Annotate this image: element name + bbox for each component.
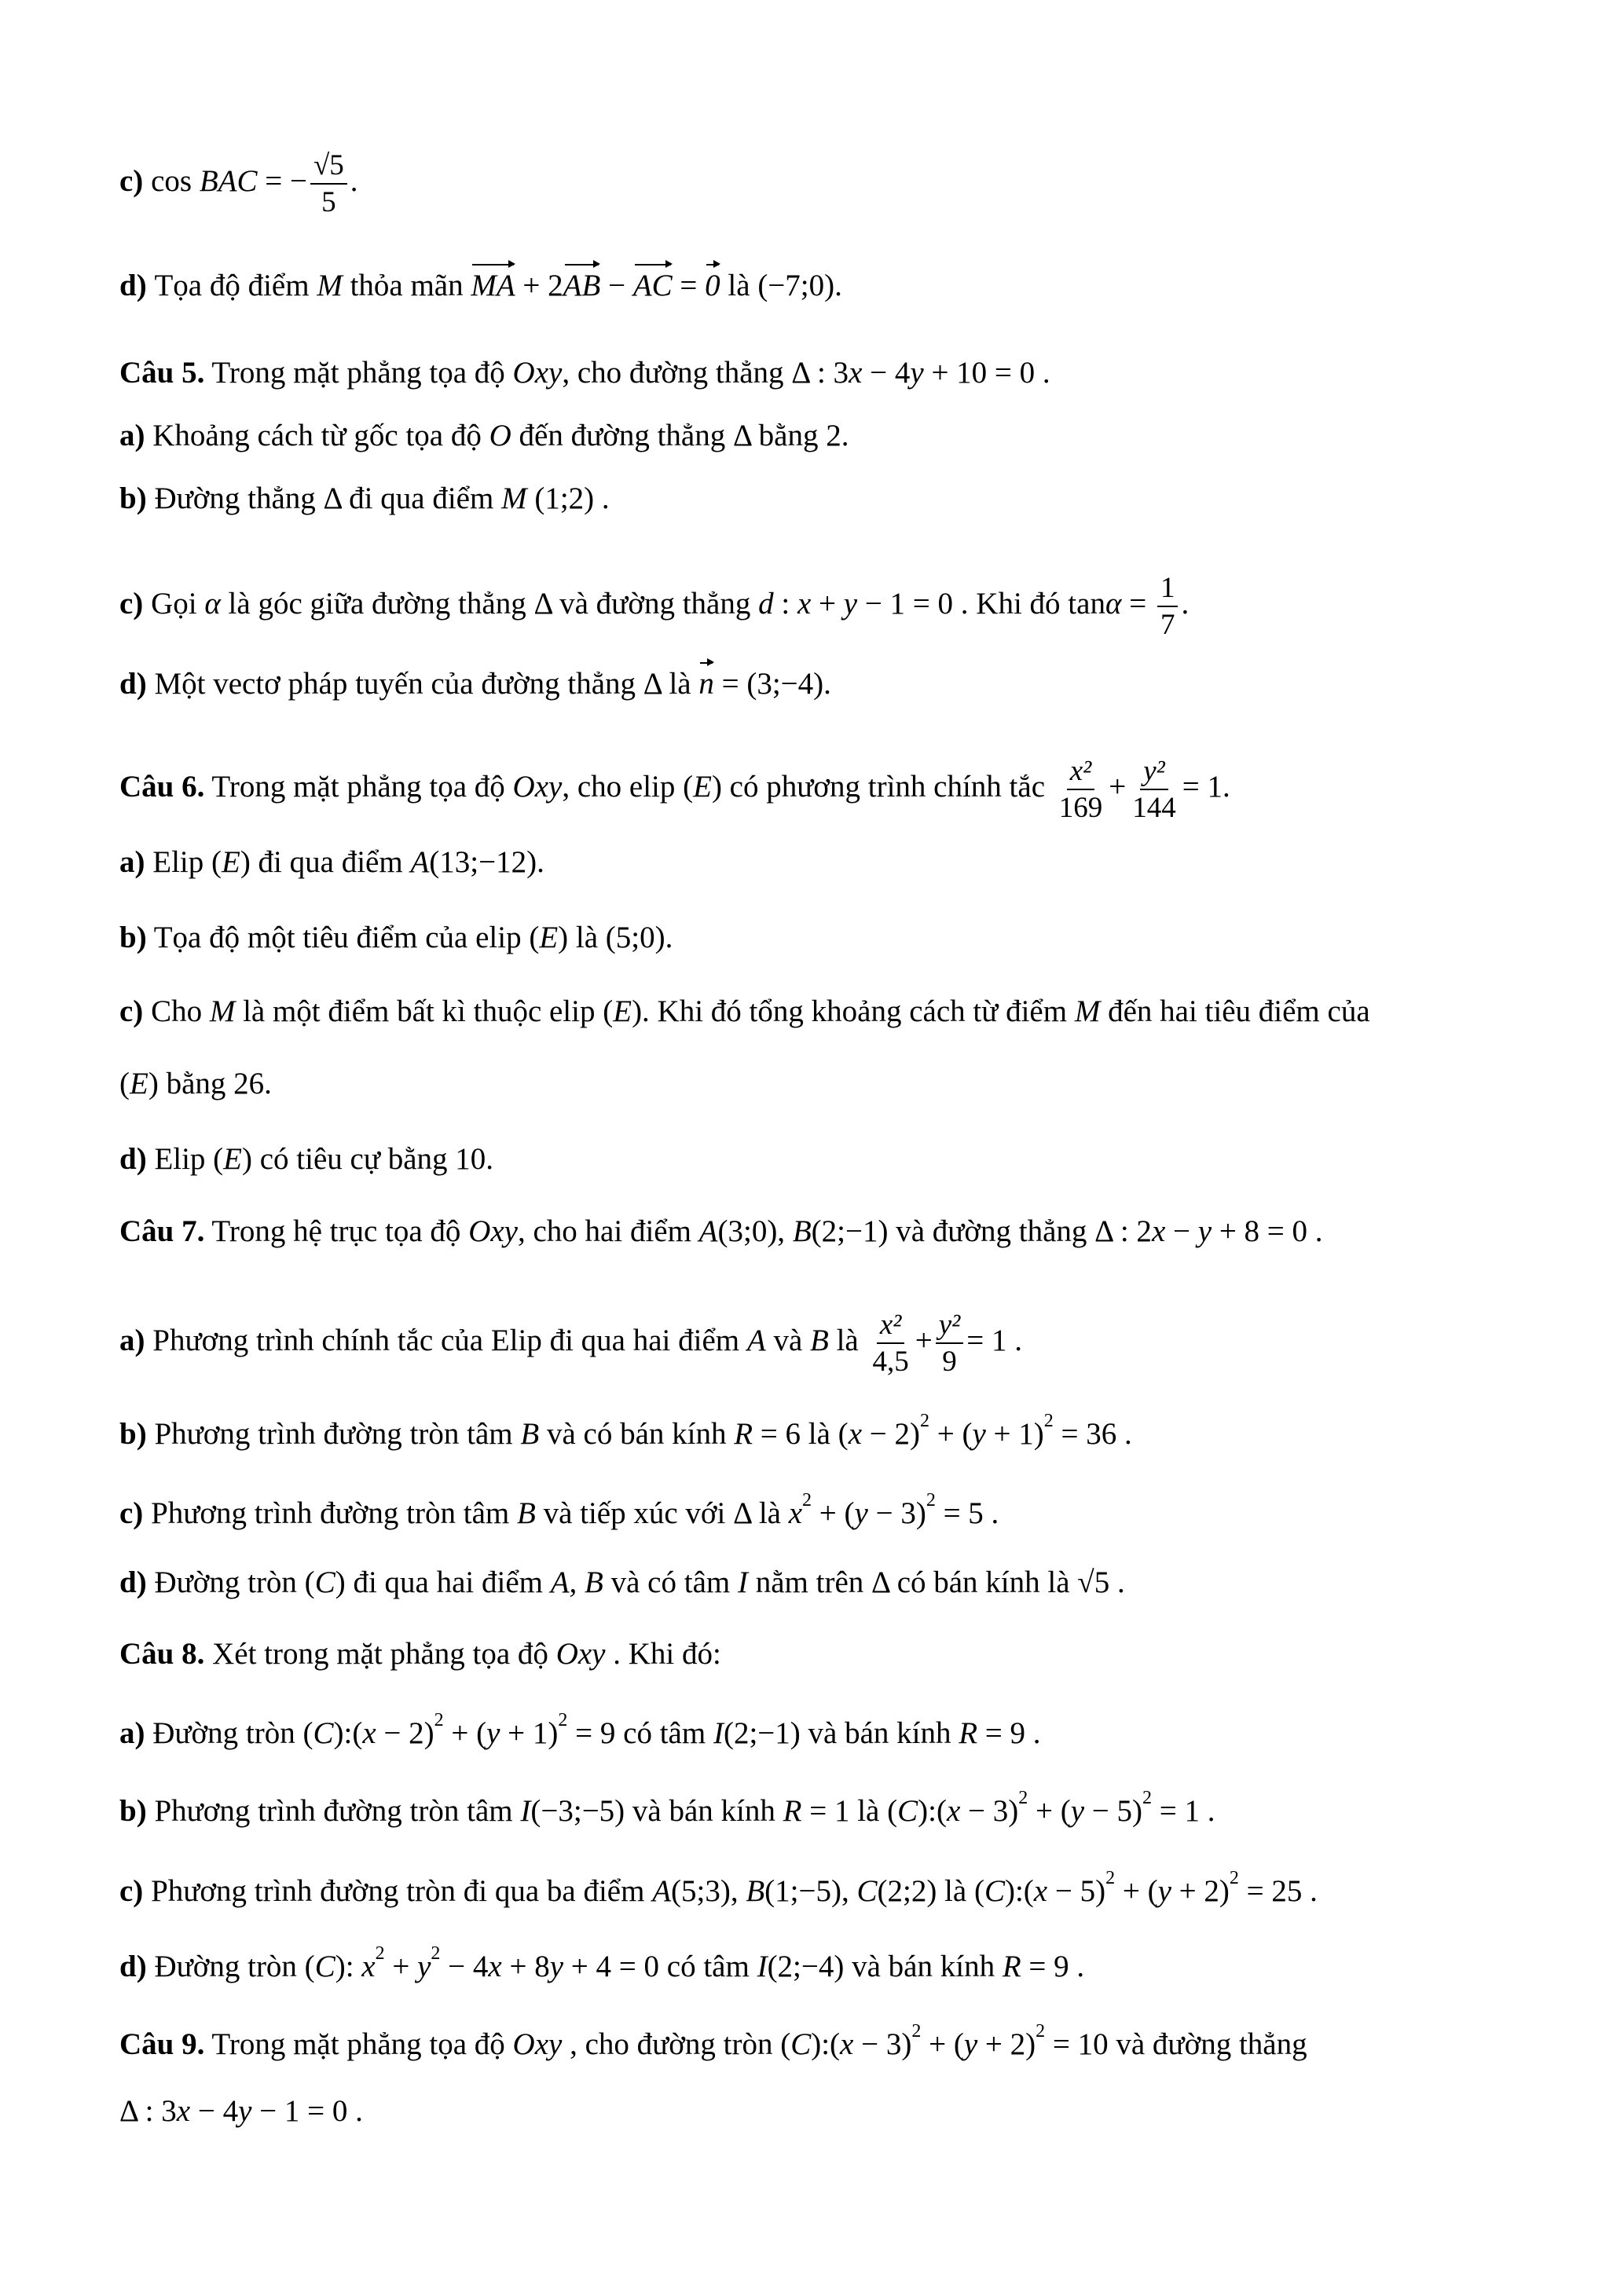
text-line: [119, 267, 842, 301]
fraction: [1129, 756, 1179, 822]
text: = 1 là (: [801, 1794, 898, 1828]
math-symbol: x: [788, 1496, 803, 1530]
math-symbol: y: [972, 1417, 986, 1451]
math-symbol: y: [854, 1496, 868, 1530]
text: = 10 và đường thẳng: [1045, 2027, 1307, 2061]
numerator: y²: [936, 1310, 964, 1344]
text: − 3): [960, 1794, 1019, 1828]
numerator: x²: [1067, 756, 1095, 790]
text: đến đường thẳng Δ bằng 2.: [511, 419, 849, 452]
text: + 10 = 0 .: [923, 356, 1050, 390]
text: ) có tiêu cự bằng 10.: [242, 1142, 494, 1176]
math-symbol: y: [417, 1950, 431, 1983]
text: là (−7;0).: [720, 269, 842, 302]
superscript: 2: [434, 1710, 444, 1730]
text: Khoảng cách từ gốc tọa độ: [145, 419, 489, 452]
text-line: [119, 2096, 363, 2126]
math-symbol: Oxy: [512, 2027, 563, 2061]
item-label: a): [119, 845, 145, 879]
math-symbol: y: [238, 2094, 252, 2128]
math-symbol: BAC: [199, 163, 258, 198]
text: + 4 = 0 có tâm: [563, 1950, 757, 1983]
math-symbol: y: [486, 1716, 500, 1750]
item-label: Câu 7.: [119, 1214, 205, 1248]
text: = 5 .: [935, 1496, 999, 1530]
math-symbol: M: [501, 482, 527, 515]
math-symbol: E: [539, 921, 559, 954]
vector: AB: [563, 269, 601, 302]
text-line: [119, 151, 358, 217]
math-symbol: B: [517, 1496, 536, 1530]
math-symbol: x: [840, 2027, 854, 2061]
math-symbol: Oxy: [468, 1214, 518, 1248]
math-symbol: E: [130, 1067, 148, 1100]
text: (2;−1) và bán kính: [723, 1716, 959, 1750]
math-symbol: C: [314, 1950, 335, 1983]
math-symbol: A, B: [550, 1565, 603, 1599]
text: nằm trên Δ có bán kính là √5 .: [747, 1565, 1125, 1599]
math-symbol: C: [984, 1874, 1005, 1908]
text: + 8 = 0 .: [1212, 1214, 1323, 1248]
vector: AC: [632, 269, 673, 302]
text: Elip (: [145, 845, 222, 879]
math-symbol: α: [204, 586, 221, 621]
text: − 2): [376, 1716, 434, 1750]
text: − 2): [862, 1417, 920, 1451]
denominator: 144: [1132, 792, 1176, 824]
math-symbol: A: [746, 1323, 766, 1357]
text: + (: [443, 1716, 487, 1750]
text: ):(: [918, 1794, 947, 1828]
text: = 9 .: [977, 1716, 1041, 1750]
superscript: 2: [431, 1943, 441, 1964]
text: là góc giữa đường thẳng Δ và đường thẳng: [220, 586, 759, 621]
text: .: [350, 163, 358, 198]
text: và có bán kính: [539, 1417, 735, 1451]
text: :: [773, 586, 797, 621]
math-symbol: x: [797, 586, 812, 621]
fraction: [936, 1310, 964, 1376]
numerator: x²: [877, 1310, 905, 1344]
fraction: [310, 151, 347, 217]
text: (2;2) là (: [877, 1874, 984, 1908]
text: ) có phương trình chính tắc: [711, 769, 1053, 804]
text: − 5): [1084, 1794, 1143, 1828]
text: Δ : 3: [119, 2094, 177, 2128]
math-symbol: C: [856, 1874, 878, 1908]
text: = (3;−4).: [713, 667, 831, 701]
item-label: Câu 6.: [119, 769, 205, 804]
text-line: [119, 996, 1370, 1027]
text: = 25 .: [1238, 1874, 1318, 1908]
text: (5;3),: [671, 1874, 746, 1908]
text: Phương trình đường tròn tâm: [146, 1794, 521, 1828]
math-symbol: x: [1033, 1874, 1048, 1908]
superscript: 2: [1229, 1868, 1239, 1888]
text: Xét trong mặt phẳng tọa độ: [204, 1637, 556, 1671]
math-symbol: d: [758, 586, 774, 621]
item-label: Câu 9.: [119, 2027, 205, 2061]
numerator: √5: [310, 151, 347, 185]
text: = 1 .: [966, 1323, 1022, 1357]
item-label: d): [119, 667, 147, 701]
denominator: 169: [1058, 792, 1103, 824]
item-label: Câu 5.: [119, 356, 205, 390]
fraction: [1056, 756, 1106, 822]
text-line: [119, 2022, 1307, 2060]
text: = 1 .: [1152, 1794, 1215, 1828]
text: Đường tròn (: [146, 1950, 315, 1983]
text-line: [119, 1944, 1084, 1982]
denominator: 4,5: [872, 1346, 909, 1378]
math-symbol: A: [410, 845, 430, 879]
text: Tọa độ điểm: [154, 269, 317, 302]
math-symbol: Oxy: [512, 769, 563, 804]
item-label: d): [119, 1142, 147, 1176]
text: (1;−5),: [764, 1874, 857, 1908]
text: (−3;−5) và bán kính: [530, 1794, 783, 1828]
item-label: b): [119, 1794, 147, 1828]
text: Trong hệ trục tọa độ: [204, 1214, 469, 1248]
text: − 4: [190, 2094, 239, 2128]
text: =: [1121, 586, 1154, 621]
item-label: c): [119, 1496, 144, 1530]
text: Đường tròn (: [146, 1565, 315, 1599]
text: = 6 là (: [753, 1417, 849, 1451]
item-label: a): [119, 1716, 145, 1750]
text: Phương trình đường tròn tâm: [143, 1496, 517, 1530]
math-symbol: B: [746, 1874, 765, 1908]
text: Trong mặt phẳng tọa độ: [204, 769, 513, 804]
text: Tọa độ một tiêu điểm của elip (: [146, 921, 540, 954]
text: ):(: [333, 1716, 363, 1750]
item-label: b): [119, 1417, 147, 1451]
superscript: 2: [911, 2021, 922, 2041]
text: − 5): [1047, 1874, 1106, 1908]
math-symbol: C: [313, 1716, 334, 1750]
math-symbol: R: [1002, 1950, 1021, 1983]
text: Cho: [143, 994, 210, 1028]
math-symbol: A: [652, 1874, 672, 1908]
text: (: [119, 1067, 130, 1100]
text: , cho đường thẳng Δ : 3: [562, 356, 849, 390]
text: là: [828, 1323, 867, 1357]
text: .: [1181, 586, 1190, 621]
math-symbol: y: [963, 2027, 978, 2061]
math-symbol: R: [734, 1417, 753, 1451]
text: + 2): [977, 2027, 1036, 2061]
math-symbol: B: [810, 1323, 829, 1357]
text: + (: [921, 2027, 964, 2061]
text: và: [765, 1323, 810, 1357]
text-line: [119, 1412, 1132, 1449]
fraction: [1157, 573, 1179, 639]
text: Elip (: [146, 1142, 224, 1176]
superscript: 2: [1142, 1788, 1153, 1808]
text-line: [119, 1639, 721, 1669]
text-line: [119, 1869, 1318, 1906]
numerator: y²: [1140, 756, 1168, 790]
math-symbol: I: [737, 1565, 748, 1599]
text: ):(: [1004, 1874, 1034, 1908]
text: − 1 = 0 . Khi đó tan: [857, 586, 1105, 621]
text-line: [119, 1216, 1323, 1247]
text-line: [119, 1068, 272, 1099]
text: = −: [257, 163, 307, 198]
text: Trong mặt phẳng tọa độ: [204, 356, 513, 390]
denominator: 5: [321, 186, 336, 218]
text: ) là (5;0).: [558, 921, 673, 954]
text: + 1): [500, 1716, 559, 1750]
text: ) đi qua hai điểm: [335, 1565, 551, 1599]
text: Phương trình chính tắc của Elip đi qua hai điểm: [145, 1323, 747, 1357]
text: + (: [929, 1417, 973, 1451]
item-label: c): [119, 994, 144, 1028]
text: − 3): [853, 2027, 912, 2061]
text: và có tâm: [603, 1565, 738, 1599]
superscript: 2: [1036, 2021, 1046, 2041]
text: + (: [1115, 1874, 1158, 1908]
superscript: 2: [375, 1943, 385, 1964]
text: Một vectơ pháp tuyến của đường thẳng Δ là: [146, 667, 699, 701]
text: Phương trình đường tròn tâm: [146, 1417, 521, 1451]
text: − 4: [862, 356, 911, 390]
text-line: [119, 1789, 1215, 1826]
superscript: 2: [1105, 1868, 1116, 1888]
text: Gọi: [143, 586, 205, 621]
math-symbol: A: [698, 1214, 718, 1248]
text: ). Khi đó tổng khoảng cách từ điểm: [632, 994, 1075, 1028]
math-symbol: α: [1105, 586, 1122, 621]
math-symbol: x: [361, 1950, 376, 1983]
math-symbol: B: [792, 1214, 812, 1248]
math-symbol: x: [849, 356, 863, 390]
math-symbol: y: [1197, 1214, 1212, 1248]
math-symbol: y: [549, 1950, 564, 1983]
text: là một điểm bất kì thuộc elip (: [235, 994, 614, 1028]
math-symbol: E: [223, 1142, 242, 1176]
math-symbol: Oxy: [512, 356, 563, 390]
math-symbol: x: [848, 1417, 862, 1451]
text: , cho elip (: [562, 769, 694, 804]
numerator: 1: [1157, 573, 1179, 607]
text: + 2): [1171, 1874, 1230, 1908]
text: (13;−12).: [429, 845, 544, 879]
text: , cho hai điểm: [517, 1214, 699, 1248]
text-line: [119, 1711, 1041, 1749]
math-symbol: x: [176, 2094, 191, 2128]
text: Trong mặt phẳng tọa độ: [204, 2027, 513, 2061]
math-symbol: M: [317, 269, 343, 302]
superscript: 2: [558, 1710, 568, 1730]
math-symbol: x: [362, 1716, 376, 1750]
text: =: [672, 269, 706, 302]
text: + (: [1028, 1794, 1071, 1828]
text: + 8: [501, 1950, 550, 1983]
math-symbol: x: [488, 1950, 502, 1983]
text: − 4: [440, 1950, 489, 1983]
text: − 3): [867, 1496, 926, 1530]
math-symbol: C: [897, 1794, 918, 1828]
math-symbol: C: [790, 2027, 812, 2061]
item-label: c): [119, 1874, 144, 1908]
math-symbol: E: [613, 994, 632, 1028]
math-symbol: Oxy: [555, 1637, 606, 1671]
text-line: [119, 1310, 1022, 1376]
math-symbol: I: [520, 1794, 531, 1828]
text: (2;−4) và bán kính: [767, 1950, 1003, 1983]
text: đến hai tiêu điểm của: [1100, 994, 1370, 1028]
text: = 36 .: [1053, 1417, 1132, 1451]
text-line: [119, 483, 610, 514]
text: cos: [151, 163, 200, 198]
fraction: [869, 1310, 911, 1376]
superscript: 2: [926, 1490, 936, 1511]
text: − 1 = 0 .: [251, 2094, 363, 2128]
text: + (: [812, 1496, 855, 1530]
math-symbol: M: [1074, 994, 1101, 1028]
text: Đường tròn (: [145, 1716, 313, 1750]
text: (1;2) .: [526, 482, 610, 515]
text: , cho đường tròn (: [562, 2027, 791, 2061]
math-symbol: R: [959, 1716, 978, 1750]
text: và tiếp xúc với Δ là: [535, 1496, 789, 1530]
item-label: d): [119, 1950, 147, 1983]
superscript: 2: [802, 1490, 812, 1511]
math-symbol: y: [1070, 1794, 1085, 1828]
text-line: [119, 756, 1230, 822]
text: Đường thẳng Δ đi qua điểm: [146, 482, 502, 515]
text-line: [119, 1491, 999, 1529]
math-symbol: x: [946, 1794, 961, 1828]
text-line: [119, 847, 544, 877]
text: ):(: [811, 2027, 841, 2061]
math-symbol: x: [1151, 1214, 1166, 1248]
vector: n: [698, 667, 714, 701]
math-symbol: R: [783, 1794, 802, 1828]
text: = 1.: [1182, 769, 1230, 804]
text: + 2: [515, 269, 563, 302]
text: +: [811, 586, 844, 621]
text: = 9 .: [1021, 1950, 1085, 1983]
text: +: [1109, 769, 1127, 804]
text: (2;−1) và đường thẳng Δ : 2: [811, 1214, 1152, 1248]
text-line: [119, 573, 1189, 639]
item-label: b): [119, 921, 147, 954]
math-symbol: y: [843, 586, 858, 621]
math-symbol: E: [221, 845, 240, 879]
vector: MA: [471, 269, 515, 302]
superscript: 2: [1043, 1411, 1054, 1431]
item-label: c): [119, 586, 144, 621]
item-label: c): [119, 163, 152, 198]
text: = 9 có tâm: [567, 1716, 713, 1750]
math-symbol: E: [693, 769, 712, 804]
item-label: a): [119, 1323, 145, 1357]
math-symbol: y: [910, 356, 924, 390]
text: Phương trình đường tròn đi qua ba điểm: [143, 1874, 653, 1908]
text: thỏa mãn: [342, 269, 471, 302]
superscript: 2: [919, 1411, 929, 1431]
text: ) bằng 26.: [148, 1067, 272, 1100]
text-line: [119, 665, 831, 699]
math-symbol: B: [520, 1417, 540, 1451]
denominator: 9: [942, 1346, 957, 1378]
item-label: a): [119, 419, 145, 452]
text: −: [1165, 1214, 1198, 1248]
item-label: d): [119, 1565, 147, 1599]
text: ):: [335, 1950, 362, 1983]
text: +: [915, 1323, 933, 1357]
item-label: Câu 8.: [119, 1637, 205, 1671]
text-line: [119, 922, 673, 953]
text: +: [384, 1950, 418, 1983]
item-label: d): [119, 269, 155, 302]
text: (3;0),: [717, 1214, 793, 1248]
text: ) đi qua điểm: [240, 845, 411, 879]
vector: 0: [705, 269, 720, 302]
text: −: [600, 269, 633, 302]
text: + 1): [985, 1417, 1044, 1451]
denominator: 7: [1160, 609, 1175, 641]
text-line: [119, 357, 1050, 388]
item-label: b): [119, 482, 147, 515]
text-line: [119, 1567, 1125, 1598]
text-line: [119, 420, 849, 451]
superscript: 2: [1018, 1788, 1028, 1808]
math-symbol: M: [209, 994, 236, 1028]
text: . Khi đó:: [605, 1637, 721, 1671]
text-line: [119, 1144, 493, 1174]
math-symbol: C: [314, 1565, 335, 1599]
math-symbol: O: [489, 419, 511, 452]
math-symbol: y: [1157, 1874, 1171, 1908]
math-symbol: I: [713, 1716, 724, 1750]
math-symbol: I: [757, 1950, 768, 1983]
